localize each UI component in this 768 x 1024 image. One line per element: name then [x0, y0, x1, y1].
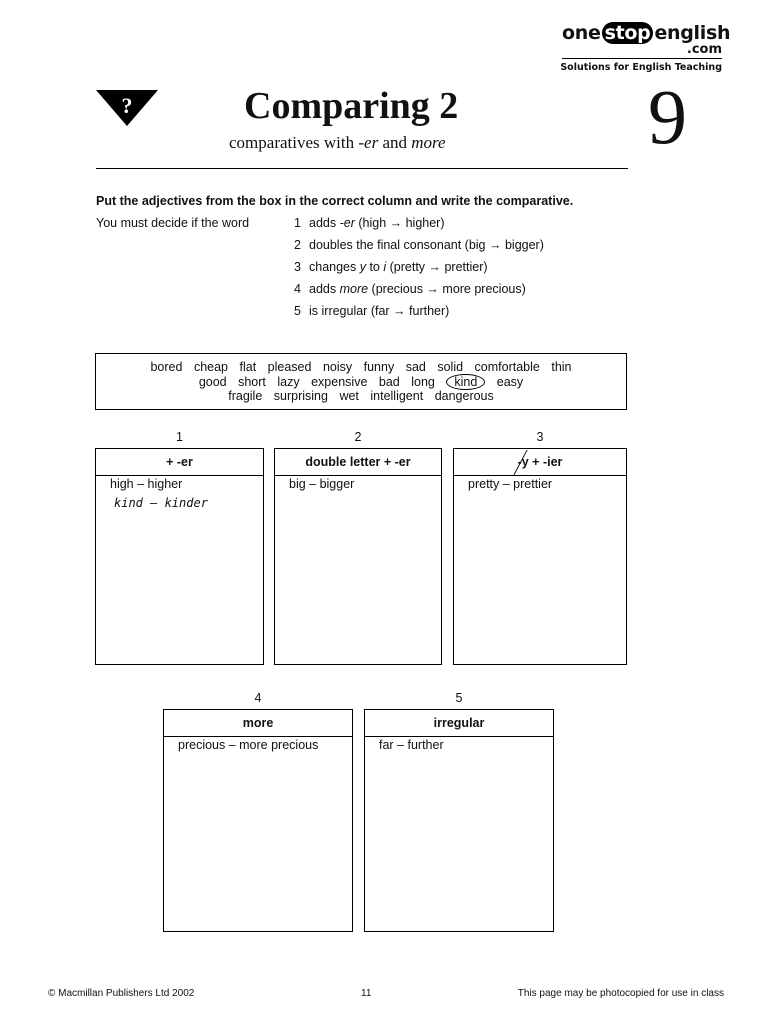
title-divider	[96, 168, 628, 169]
logo-part-stop: stop	[602, 22, 654, 44]
word-line-2	[96, 375, 626, 390]
unit-number: 9	[648, 73, 687, 160]
word: pleased	[267, 360, 312, 374]
subtitle-prefix: comparatives with	[229, 133, 359, 152]
column-heading: more	[164, 710, 352, 737]
word: bad	[378, 374, 400, 389]
column-heading: + -er	[96, 449, 263, 476]
word: long	[411, 374, 435, 389]
word: sad	[405, 360, 426, 374]
column-number: 3	[536, 430, 544, 444]
column-box	[364, 709, 554, 932]
onestopenglish-logo	[560, 20, 731, 76]
column-y-ier	[453, 430, 627, 665]
logo-part-english: english	[654, 22, 731, 44]
footer-page-number: 11	[361, 988, 372, 999]
word-line-1	[96, 360, 626, 375]
word: thin	[551, 360, 572, 374]
column-double-letter	[274, 430, 442, 665]
word: comfortable	[474, 360, 540, 374]
word: wet	[339, 389, 359, 403]
word: dangerous	[434, 389, 494, 403]
decide-text: You must decide if the word	[96, 216, 250, 230]
subtitle-more: more	[411, 133, 446, 152]
column-heading-rest: + -ier	[528, 455, 563, 469]
column-entry: far – further	[379, 738, 444, 752]
word: expensive	[311, 374, 368, 389]
word: fragile	[228, 389, 263, 403]
word: solid	[437, 360, 464, 374]
column-number: 5	[455, 691, 463, 705]
column-box	[453, 448, 627, 665]
word: bored	[150, 360, 183, 374]
column-heading: double letter + -er	[275, 449, 441, 476]
svg-text:?: ?	[121, 93, 133, 118]
logo-tagline: Solutions for English Teaching	[560, 62, 722, 73]
column-entry: big – bigger	[289, 477, 355, 491]
footer-photocopy-note: This page may be photocopied for use in class	[517, 988, 724, 999]
handwritten-entry: kind – kinder	[114, 496, 208, 510]
logo-part-one: one	[562, 22, 601, 44]
circled-word: kind	[446, 374, 485, 390]
word: intelligent	[370, 389, 424, 403]
column-er	[95, 430, 264, 665]
rule-item: 3 changes y to i (pretty → prettier)	[294, 260, 488, 274]
word: easy	[496, 374, 524, 389]
rule-item: 5 is irregular (far → further)	[294, 304, 450, 318]
page-subtitle	[229, 133, 446, 153]
word-box	[95, 353, 627, 410]
page-title: Comparing 2	[244, 85, 459, 127]
word: funny	[363, 360, 395, 374]
column-heading: -y + -ier	[454, 449, 626, 476]
word: noisy	[322, 360, 353, 374]
column-number: 4	[254, 691, 262, 705]
footer-copyright: © Macmillan Publishers Ltd 2002	[48, 988, 195, 999]
question-mark-triangle-icon	[96, 90, 158, 126]
column-entry: high – higher	[110, 477, 183, 491]
column-more	[163, 691, 353, 932]
word: short	[238, 374, 266, 389]
column-entry: pretty – prettier	[468, 477, 553, 491]
subtitle-er: -er	[358, 133, 379, 152]
word-line-3	[96, 389, 626, 404]
rule-item: 1 adds -er (high → higher)	[294, 216, 445, 230]
rule-item: 4 adds more (precious → more precious)	[294, 282, 526, 296]
word: good	[198, 374, 227, 389]
logo-wordmark	[562, 22, 730, 44]
column-irregular	[364, 691, 554, 932]
subtitle-and: and	[378, 133, 412, 152]
instruction-text: Put the adjectives from the box in the correct column and write the comparative.	[96, 194, 574, 208]
word: surprising	[273, 389, 328, 403]
rule-item: 2 doubles the final consonant (big → bigger)	[294, 238, 544, 252]
column-box	[95, 448, 264, 665]
word: flat	[239, 360, 257, 374]
column-box	[163, 709, 353, 932]
column-number: 1	[176, 430, 183, 444]
struck-y: y	[522, 449, 529, 476]
word: lazy	[277, 374, 300, 389]
column-heading: irregular	[365, 710, 553, 737]
column-number: 2	[354, 430, 362, 444]
logo-domain: .com	[686, 42, 722, 57]
rules-list	[294, 216, 544, 326]
column-box	[274, 448, 442, 665]
logo-divider	[562, 58, 722, 59]
column-entry: precious – more precious	[178, 738, 319, 752]
word: cheap	[193, 360, 229, 374]
